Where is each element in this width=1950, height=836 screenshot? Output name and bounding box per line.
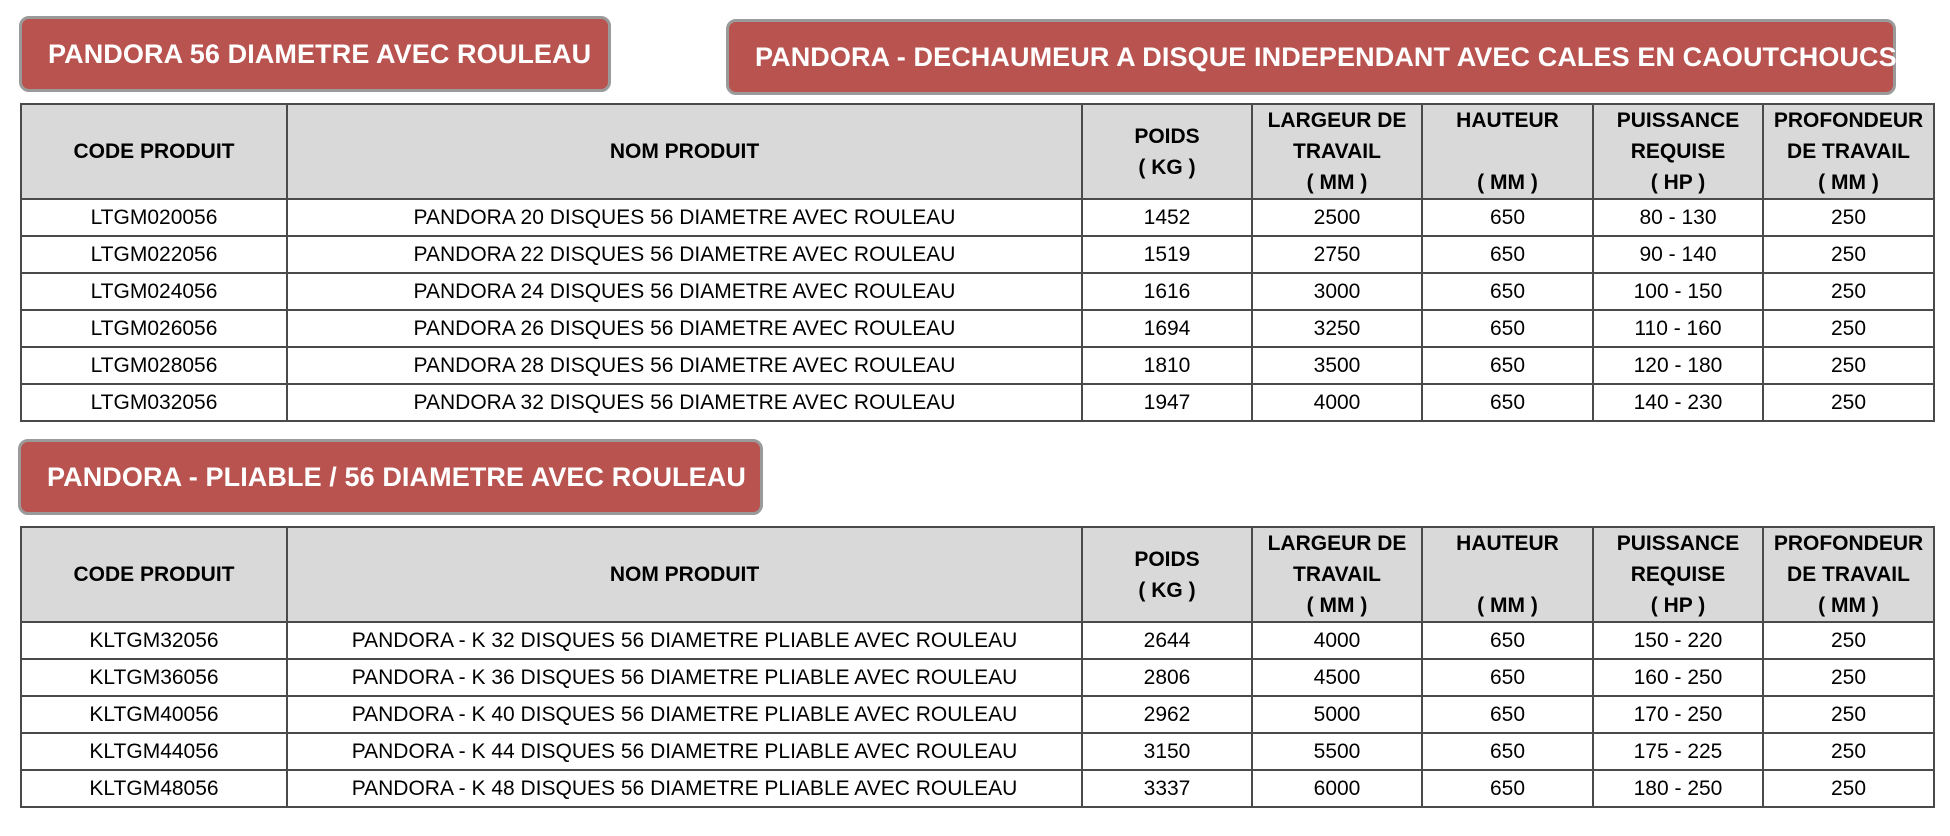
cell-poids: 1810 xyxy=(1082,347,1252,384)
cell-nom: PANDORA - K 40 DISQUES 56 DIAMETRE PLIABLE AVEC ROULEAU xyxy=(287,696,1082,733)
cell-nom: PANDORA 22 DISQUES 56 DIAMETRE AVEC ROULEAU xyxy=(287,236,1082,273)
column-header-code: CODE PRODUIT xyxy=(21,104,287,199)
column-header-largeur: LARGEUR DE TRAVAIL ( MM ) xyxy=(1252,104,1422,199)
cell-code: LTGM020056 xyxy=(21,199,287,236)
cell-poids: 1616 xyxy=(1082,273,1252,310)
table-row xyxy=(21,384,1934,421)
table-row xyxy=(21,770,1934,807)
cell-poids: 3150 xyxy=(1082,733,1252,770)
cell-nom: PANDORA 32 DISQUES 56 DIAMETRE AVEC ROULEAU xyxy=(287,384,1082,421)
cell-largeur: 3000 xyxy=(1252,273,1422,310)
cell-poids: 1519 xyxy=(1082,236,1252,273)
cell-hauteur: 650 xyxy=(1422,659,1593,696)
column-header-hauteur: HAUTEUR ( MM ) xyxy=(1422,104,1593,199)
cell-hauteur: 650 xyxy=(1422,199,1593,236)
cell-poids: 2644 xyxy=(1082,622,1252,659)
cell-nom: PANDORA - K 44 DISQUES 56 DIAMETRE PLIABLE AVEC ROULEAU xyxy=(287,733,1082,770)
cell-profondeur: 250 xyxy=(1763,696,1934,733)
cell-nom: PANDORA - K 36 DISQUES 56 DIAMETRE PLIABLE AVEC ROULEAU xyxy=(287,659,1082,696)
cell-largeur: 2750 xyxy=(1252,236,1422,273)
table-row xyxy=(21,659,1934,696)
cell-profondeur: 250 xyxy=(1763,236,1934,273)
cell-largeur: 3250 xyxy=(1252,310,1422,347)
cell-largeur: 5000 xyxy=(1252,696,1422,733)
cell-puissance: 90 - 140 xyxy=(1593,236,1763,273)
cell-largeur: 4000 xyxy=(1252,384,1422,421)
cell-puissance: 120 - 180 xyxy=(1593,347,1763,384)
cell-puissance: 150 - 220 xyxy=(1593,622,1763,659)
cell-profondeur: 250 xyxy=(1763,310,1934,347)
cell-poids: 1694 xyxy=(1082,310,1252,347)
cell-nom: PANDORA 28 DISQUES 56 DIAMETRE AVEC ROULEAU xyxy=(287,347,1082,384)
column-header-code: CODE PRODUIT xyxy=(21,527,287,622)
cell-hauteur: 650 xyxy=(1422,770,1593,807)
cell-nom: PANDORA 24 DISQUES 56 DIAMETRE AVEC ROULEAU xyxy=(287,273,1082,310)
column-header-nom: NOM PRODUIT xyxy=(287,527,1082,622)
column-header-profondeur: PROFONDEUR DE TRAVAIL ( MM ) xyxy=(1763,527,1934,622)
cell-nom: PANDORA 26 DISQUES 56 DIAMETRE AVEC ROULEAU xyxy=(287,310,1082,347)
cell-profondeur: 250 xyxy=(1763,770,1934,807)
cell-code: KLTGM40056 xyxy=(21,696,287,733)
cell-largeur: 6000 xyxy=(1252,770,1422,807)
cell-code: KLTGM44056 xyxy=(21,733,287,770)
cell-largeur: 4000 xyxy=(1252,622,1422,659)
cell-hauteur: 650 xyxy=(1422,273,1593,310)
cell-profondeur: 250 xyxy=(1763,622,1934,659)
cell-code: KLTGM36056 xyxy=(21,659,287,696)
cell-nom: PANDORA - K 32 DISQUES 56 DIAMETRE PLIABLE AVEC ROULEAU xyxy=(287,622,1082,659)
cell-largeur: 2500 xyxy=(1252,199,1422,236)
cell-code: LTGM028056 xyxy=(21,347,287,384)
cell-profondeur: 250 xyxy=(1763,347,1934,384)
table-row xyxy=(21,733,1934,770)
column-header-poids: POIDS ( KG ) xyxy=(1082,527,1252,622)
column-header-hauteur: HAUTEUR ( MM ) xyxy=(1422,527,1593,622)
cell-hauteur: 650 xyxy=(1422,384,1593,421)
table-header-row xyxy=(21,527,1934,622)
table-row xyxy=(21,696,1934,733)
column-header-nom: NOM PRODUIT xyxy=(287,104,1082,199)
cell-poids: 1947 xyxy=(1082,384,1252,421)
cell-largeur: 3500 xyxy=(1252,347,1422,384)
cell-nom: PANDORA 20 DISQUES 56 DIAMETRE AVEC ROULEAU xyxy=(287,199,1082,236)
cell-code: KLTGM32056 xyxy=(21,622,287,659)
column-header-poids: POIDS ( KG ) xyxy=(1082,104,1252,199)
cell-profondeur: 250 xyxy=(1763,733,1934,770)
column-header-profondeur: PROFONDEUR DE TRAVAIL ( MM ) xyxy=(1763,104,1934,199)
cell-puissance: 80 - 130 xyxy=(1593,199,1763,236)
cell-poids: 1452 xyxy=(1082,199,1252,236)
cell-puissance: 175 - 225 xyxy=(1593,733,1763,770)
cell-hauteur: 650 xyxy=(1422,622,1593,659)
table-row xyxy=(21,199,1934,236)
cell-code: LTGM022056 xyxy=(21,236,287,273)
product-table-pandora-pliable xyxy=(20,526,1935,808)
table-row xyxy=(21,622,1934,659)
cell-puissance: 180 - 250 xyxy=(1593,770,1763,807)
section-title-pandora-pliable: PANDORA - PLIABLE / 56 DIAMETRE AVEC ROULEAU xyxy=(18,439,763,515)
cell-puissance: 160 - 250 xyxy=(1593,659,1763,696)
product-table-pandora-56 xyxy=(20,103,1935,422)
table-row xyxy=(21,347,1934,384)
cell-poids: 3337 xyxy=(1082,770,1252,807)
cell-puissance: 110 - 160 xyxy=(1593,310,1763,347)
cell-puissance: 100 - 150 xyxy=(1593,273,1763,310)
cell-puissance: 140 - 230 xyxy=(1593,384,1763,421)
cell-poids: 2806 xyxy=(1082,659,1252,696)
cell-hauteur: 650 xyxy=(1422,310,1593,347)
column-header-puissance: PUISSANCE REQUISE ( HP ) xyxy=(1593,527,1763,622)
section-title-pandora-56: PANDORA 56 DIAMETRE AVEC ROULEAU xyxy=(19,16,611,92)
column-header-puissance: PUISSANCE REQUISE ( HP ) xyxy=(1593,104,1763,199)
cell-puissance: 170 - 250 xyxy=(1593,696,1763,733)
cell-hauteur: 650 xyxy=(1422,347,1593,384)
column-header-largeur: LARGEUR DE TRAVAIL ( MM ) xyxy=(1252,527,1422,622)
cell-profondeur: 250 xyxy=(1763,384,1934,421)
cell-code: LTGM026056 xyxy=(21,310,287,347)
table-row xyxy=(21,236,1934,273)
table-header-row xyxy=(21,104,1934,199)
cell-hauteur: 650 xyxy=(1422,733,1593,770)
cell-largeur: 5500 xyxy=(1252,733,1422,770)
cell-hauteur: 650 xyxy=(1422,236,1593,273)
cell-profondeur: 250 xyxy=(1763,273,1934,310)
cell-code: KLTGM48056 xyxy=(21,770,287,807)
cell-code: LTGM032056 xyxy=(21,384,287,421)
cell-profondeur: 250 xyxy=(1763,199,1934,236)
section-title-dechaumeur: PANDORA - DECHAUMEUR A DISQUE INDEPENDANT AVEC CALES EN CAOUTCHOUCS xyxy=(726,19,1896,95)
cell-code: LTGM024056 xyxy=(21,273,287,310)
cell-profondeur: 250 xyxy=(1763,659,1934,696)
cell-nom: PANDORA - K 48 DISQUES 56 DIAMETRE PLIABLE AVEC ROULEAU xyxy=(287,770,1082,807)
table-row xyxy=(21,310,1934,347)
cell-largeur: 4500 xyxy=(1252,659,1422,696)
table-row xyxy=(21,273,1934,310)
cell-poids: 2962 xyxy=(1082,696,1252,733)
cell-hauteur: 650 xyxy=(1422,696,1593,733)
